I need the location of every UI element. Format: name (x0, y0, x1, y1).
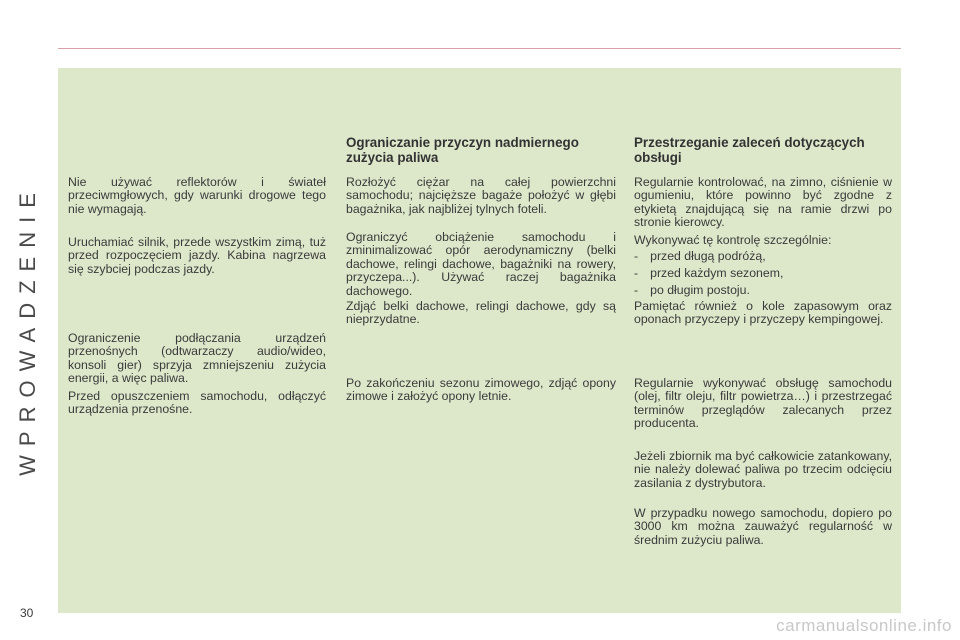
paragraph: Pamiętać również o kole zapasowym oraz oponach przyczepy i przyczepy kempingowej. (634, 299, 892, 327)
paragraph: Jeżeli zbiornik ma być całkowicie zatankowany, nie należy dolewać paliwa po trzecim odcięciu zasilania z dystrybutora. (634, 449, 892, 490)
paragraph: W przypadku nowego samochodu, dopiero po 3000 km można zauważyć regularność w średnim zużyciu paliwa. (634, 506, 892, 547)
paragraph: Wykonywać tę kontrolę szczególnie: (634, 233, 832, 247)
list-item (634, 284, 750, 297)
paragraph: Przed opuszczeniem samochodu, odłączyć urządzenia przenośne. (68, 389, 326, 417)
side-section-title-text: WPROWADZENIE (15, 184, 41, 476)
section-heading: Przestrzeganie zaleceń dotyczących obsługi (634, 135, 865, 165)
content-panel (58, 68, 901, 613)
top-divider (58, 48, 901, 49)
side-section-title (6, 160, 50, 500)
paragraph: Ograniczenie podłączania urządzeń przenośnych (odtwarzaczy audio/wideo, konsoli gier) sprzyja zmniejszeniu zużycia energii, a więc paliwa. (68, 331, 326, 386)
paragraph: Nie używać reflektorów i świateł przeciwmgłowych, gdy warunki drogowe tego nie wymagają. (68, 175, 326, 216)
paragraph: Uruchamiać silnik, przede wszystkim zimą, tuż przed rozpoczęciem jazdy. Kabina nagrzewa się szybciej podczas jazdy. (68, 235, 326, 276)
page-number: 30 (20, 606, 34, 620)
list-item-text: przed każdym sezonem, (650, 266, 784, 280)
paragraph: Rozłożyć ciężar na całej powierzchni samochodu; najcięższe bagaże położyć w głębi bagażnika, jak najbliżej tylnych foteli. (346, 175, 616, 216)
paragraph: Regularnie wykonywać obsługę samochodu (olej, filtr oleju, filtr powietrza…) i przestrzegać terminów przeglądów zalecanych przez producenta. (634, 376, 892, 431)
list-item-text: po długim postoju. (650, 283, 750, 297)
list-dash: - (634, 266, 639, 280)
paragraph: Po zakończeniu sezonu zimowego, zdjąć opony zimowe i założyć opony letnie. (346, 376, 616, 404)
list-dash: - (634, 249, 639, 263)
paragraph: Zdjąć belki dachowe, relingi dachowe, gdy są nieprzydatne. (346, 299, 616, 327)
list-dash: - (634, 283, 639, 297)
watermark: carmanualsonline.info (776, 616, 952, 635)
list-item-text: przed długą podróżą, (650, 249, 766, 263)
list-item (634, 267, 783, 280)
list-item (634, 250, 766, 263)
paragraph: Regularnie kontrolować, na zimno, ciśnienie w ogumieniu, które powinno być zgodne z etykietą znajdującą się na ramie drzwi po stronie kierowcy. (634, 175, 892, 230)
paragraph: Ograniczyć obciążenie samochodu i zminimalizować opór aerodynamiczny (belki dachowe, relingi dachowe, bagażniki na rowery, przyczepa...). Używać raczej bagażnika dachowego. (346, 230, 616, 298)
section-heading: Ograniczanie przyczyn nadmiernego zużycia paliwa (346, 135, 579, 165)
